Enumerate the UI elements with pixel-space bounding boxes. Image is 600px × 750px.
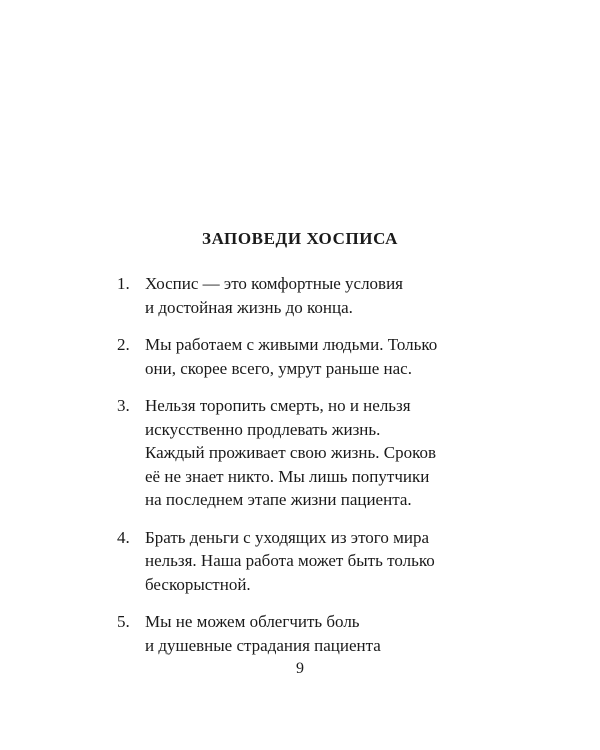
- item-line: её не знает никто. Мы лишь попутчики: [145, 466, 430, 486]
- item-number: 5.: [117, 612, 130, 631]
- list-item-4: [117, 526, 477, 597]
- item-number: 1.: [117, 274, 130, 293]
- list-item-2: [117, 333, 477, 380]
- page-title: ЗАПОВЕДИ ХОСПИСА: [202, 229, 398, 248]
- list-item-5: [117, 610, 477, 657]
- list-item-1: [117, 272, 477, 319]
- item-line: искусственно продлевать жизнь.: [145, 419, 381, 439]
- item-line: Хоспис — это комфортные условия: [145, 274, 404, 293]
- item-line: Мы работаем с живыми людьми. Только: [145, 335, 438, 354]
- item-line: Каждый проживает свою жизнь. Сроков: [145, 443, 436, 462]
- item-line: на последнем этапе жизни пациента.: [145, 490, 412, 509]
- commandments-list: [117, 272, 477, 671]
- item-line: и достойная жизнь до конца.: [145, 297, 353, 317]
- item-line: нельзя. Наша работа может быть только: [145, 551, 435, 570]
- item-number: 4.: [117, 527, 130, 547]
- item-line: Мы не можем облегчить боль: [145, 612, 360, 631]
- item-line: Брать деньги с уходящих из этого мира: [145, 527, 429, 547]
- item-line: бескорыстной.: [145, 574, 251, 594]
- item-number: 2.: [117, 335, 130, 354]
- list-item-3: [117, 394, 477, 512]
- item-line: они, скорее всего, умрут раньше нас.: [145, 358, 412, 378]
- page-number: 9: [296, 660, 304, 677]
- item-line: Нельзя торопить смерть, но и нельзя: [145, 396, 411, 415]
- item-number: 3.: [117, 396, 130, 415]
- item-line: и душевные страдания пациента: [145, 635, 381, 655]
